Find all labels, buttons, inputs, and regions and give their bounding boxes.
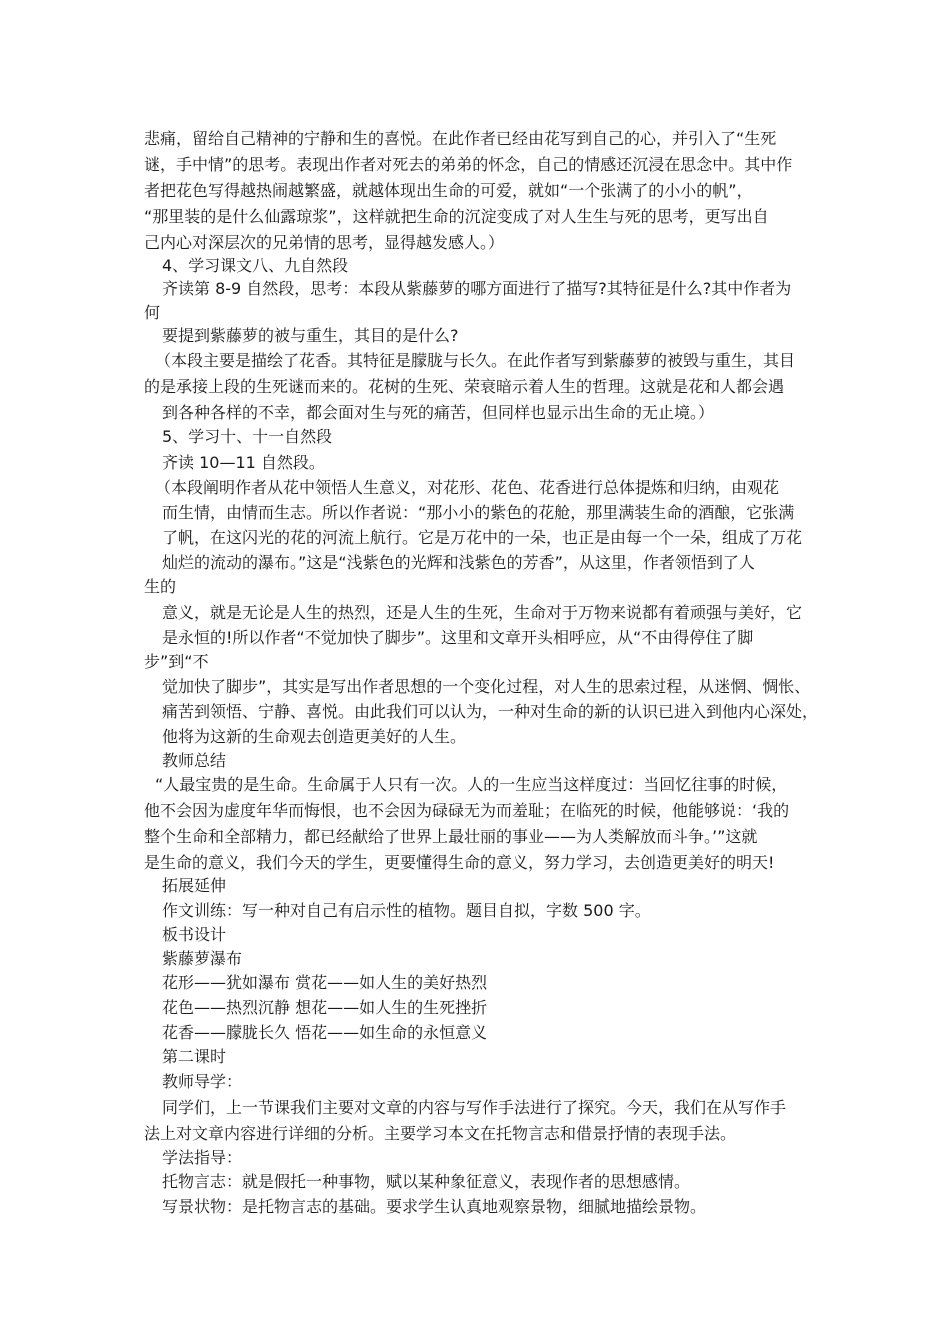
text-line: 悲痛，留给自己精神的宁静和生的喜悦。在此作者已经由花写到自己的心，并引入了“生死 <box>144 129 777 148</box>
section-heading: 5、学习十、十一自然段 <box>162 427 333 446</box>
text-line: 齐读 10—11 自然段。 <box>162 453 325 472</box>
text-line: 法上对文章内容进行详细的分析。主要学习本文在托物言志和借景抒情的表现手法。 <box>144 1124 737 1143</box>
text-line: 写景状物：是托物言志的基础。要求学生认真地观察景物，细腻地描绘景物。 <box>162 1197 707 1216</box>
text-line: 托物言志：就是假托一种事物，赋以某种象征意义，表现作者的思想感情。 <box>162 1172 691 1191</box>
text-line: 是永恒的!所以作者“不觉加快了脚步”。这里和文章开头相呼应，从“不由得停住了脚 <box>162 628 754 647</box>
text-line: 觉加快了脚步”，其实是写出作者思想的一个变化过程，对人生的思索过程，从迷惘、惆怅、 <box>162 677 811 696</box>
text-line: 同学们，上一节课我们主要对文章的内容与写作手法进行了探究。今天，我们在从写作手 <box>162 1098 787 1117</box>
section-heading: 第二课时 <box>162 1047 227 1066</box>
text-line: 他不会因为虚度年华而悔恨，也不会因为碌碌无为而羞耻；在临死的时候，他能够说：‘我的 <box>144 801 790 820</box>
text-line: 而生情，由情而生志。所以作者说：“那小小的紫色的花舱，那里满装生命的酒酿，它张满 <box>162 503 795 522</box>
text-line: 作文训练：写一种对自己有启示性的植物。题目自拟，字数 500 字。 <box>162 901 651 920</box>
text-line: “那里装的是什么仙露琼浆”，这样就把生命的沉淀变成了对人生生与死的思考，更写出自 <box>144 207 769 226</box>
text-line: 己内心对深层次的兄弟情的思考，显得越发感人。） <box>144 233 505 252</box>
text-line: 他将为这新的生命观去创造更美好的人生。 <box>162 727 467 746</box>
section-heading: 教师导学： <box>162 1072 243 1091</box>
text-line: （本段阐明作者从花中领悟人生意义，对花形、花色、花香进行总体提炼和归纳，由观花 <box>155 478 780 497</box>
text-line: 到各种各样的不幸，都会面对生与死的痛苦，但同样也显示出生命的无止境。） <box>162 403 715 422</box>
board-line: 花香——朦胧长久 悟花——如生命的永恒意义 <box>162 1023 488 1042</box>
text-line: 整个生命和全部精力，都已经献给了世界上最壮丽的事业——为人类解放而斗争。’”这就 <box>144 827 758 846</box>
text-line: 要提到紫藤萝的被与重生，其目的是什么? <box>162 326 459 345</box>
text-line: 灿烂的流动的瀑布。”这是“浅紫色的光辉和浅紫色的芳香”，从这里，作者领悟到了人 <box>162 553 755 572</box>
board-line: 花形——犹如瀑布 赏花——如人生的美好热烈 <box>162 973 488 992</box>
board-line: 花色——热烈沉静 想花——如人生的生死挫折 <box>162 998 488 1017</box>
section-heading: 板书设计 <box>162 925 227 944</box>
text-line: 齐读第 8-9 自然段，思考：本段从紫藤萝的哪方面进行了描写?其特征是什么?其中作者为 <box>162 279 792 298</box>
section-heading: 学法指导： <box>162 1148 243 1167</box>
board-title: 紫藤萝瀑布 <box>162 949 243 968</box>
text-line: 生的 <box>144 577 177 596</box>
section-heading: 教师总结 <box>162 751 227 770</box>
text-line: “人最宝贵的是生命。生命属于人只有一次。人的一生应当这样度过：当回忆往事的时候， <box>155 775 788 794</box>
text-line: 是生命的意义，我们今天的学生，更要懂得生命的意义，努力学习，去创造更美好的明天! <box>144 853 775 872</box>
text-line: 谜，手中情”的思考。表现出作者对死去的弟弟的怀念，自己的情感还沉浸在思念中。其中作 <box>144 155 793 174</box>
text-line: 痛苦到领悟、宁静、喜悦。由此我们可以认为，一种对生命的新的认识已进入到他内心深处， <box>162 702 819 721</box>
text-line: 步”到“不 <box>144 652 209 671</box>
text-line: 意义，就是无论是人生的热烈，还是人生的生死，生命对于万物来说都有着顽强与美好，它 <box>162 603 803 622</box>
text-line: （本段主要是描绘了花香。其特征是朦胧与长久。在此作者写到紫藤萝的被毁与重生，其目 <box>155 351 796 370</box>
text-line: 了帆，在这闪光的花的河流上航行。它是万花中的一朵，也正是由每一个一朵，组成了万花 <box>162 528 803 547</box>
text-line: 者把花色写得越热闹越繁盛，就越体现出生命的可爱，就如“一个张满了的小小的帆”， <box>144 181 753 200</box>
text-line: 的是承接上段的生死谜而来的。花树的生死、荣衰暗示着人生的哲理。这就是花和人都会遇 <box>144 377 785 396</box>
text-line: 何 <box>144 303 161 322</box>
section-heading: 4、学习课文八、九自然段 <box>162 256 349 275</box>
section-heading: 拓展延伸 <box>162 876 227 895</box>
